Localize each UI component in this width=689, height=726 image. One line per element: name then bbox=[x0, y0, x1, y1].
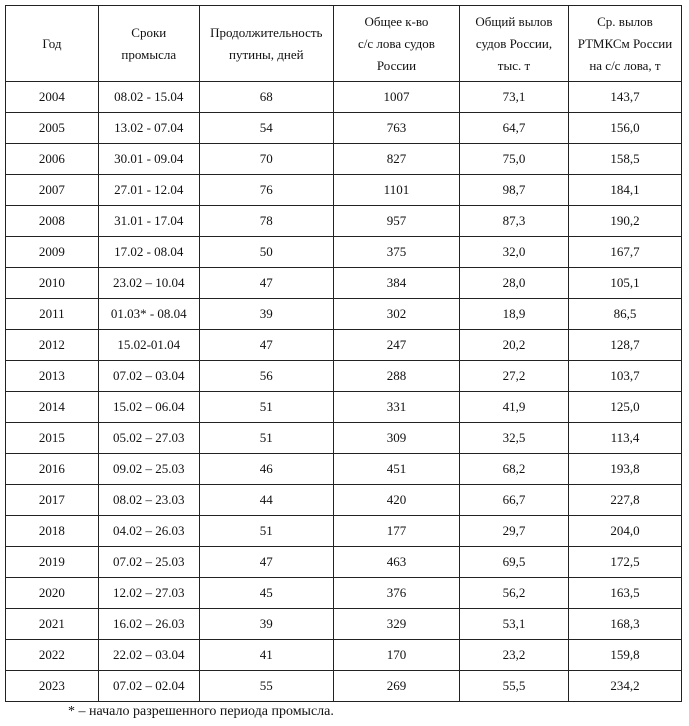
header-total-catch: Общий вылов судов России, тыс. т bbox=[460, 6, 569, 82]
cell-duration: 78 bbox=[199, 206, 333, 237]
cell-vessel-days: 329 bbox=[333, 609, 459, 640]
cell-avg-catch: 86,5 bbox=[568, 299, 681, 330]
cell-vessel-days: 376 bbox=[333, 578, 459, 609]
cell-total-catch: 29,7 bbox=[460, 516, 569, 547]
cell-duration: 55 bbox=[199, 671, 333, 702]
cell-fishing-dates: 23.02 – 10.04 bbox=[98, 268, 199, 299]
cell-year: 2007 bbox=[6, 175, 99, 206]
cell-total-catch: 20,2 bbox=[460, 330, 569, 361]
cell-total-catch: 28,0 bbox=[460, 268, 569, 299]
table-row bbox=[6, 268, 682, 299]
fishing-season-table bbox=[5, 5, 682, 702]
cell-vessel-days: 763 bbox=[333, 113, 459, 144]
cell-total-catch: 68,2 bbox=[460, 454, 569, 485]
header-row bbox=[6, 6, 682, 82]
cell-year: 2009 bbox=[6, 237, 99, 268]
table-row bbox=[6, 454, 682, 485]
cell-avg-catch: 105,1 bbox=[568, 268, 681, 299]
table-row bbox=[6, 671, 682, 702]
cell-vessel-days: 451 bbox=[333, 454, 459, 485]
table-row bbox=[6, 175, 682, 206]
table-row bbox=[6, 423, 682, 454]
cell-vessel-days: 463 bbox=[333, 547, 459, 578]
cell-year: 2015 bbox=[6, 423, 99, 454]
cell-fishing-dates: 09.02 – 25.03 bbox=[98, 454, 199, 485]
cell-total-catch: 73,1 bbox=[460, 82, 569, 113]
cell-vessel-days: 827 bbox=[333, 144, 459, 175]
cell-duration: 47 bbox=[199, 547, 333, 578]
cell-fishing-dates: 05.02 – 27.03 bbox=[98, 423, 199, 454]
cell-vessel-days: 269 bbox=[333, 671, 459, 702]
cell-fishing-dates: 07.02 – 03.04 bbox=[98, 361, 199, 392]
cell-year: 2005 bbox=[6, 113, 99, 144]
cell-fishing-dates: 31.01 - 17.04 bbox=[98, 206, 199, 237]
cell-year: 2014 bbox=[6, 392, 99, 423]
cell-avg-catch: 125,0 bbox=[568, 392, 681, 423]
table-row bbox=[6, 206, 682, 237]
cell-avg-catch: 159,8 bbox=[568, 640, 681, 671]
cell-duration: 51 bbox=[199, 423, 333, 454]
cell-fishing-dates: 15.02 – 06.04 bbox=[98, 392, 199, 423]
cell-fishing-dates: 07.02 – 02.04 bbox=[98, 671, 199, 702]
cell-total-catch: 32,5 bbox=[460, 423, 569, 454]
cell-avg-catch: 113,4 bbox=[568, 423, 681, 454]
cell-fishing-dates: 30.01 - 09.04 bbox=[98, 144, 199, 175]
cell-fishing-dates: 12.02 – 27.03 bbox=[98, 578, 199, 609]
cell-vessel-days: 288 bbox=[333, 361, 459, 392]
cell-avg-catch: 163,5 bbox=[568, 578, 681, 609]
cell-total-catch: 87,3 bbox=[460, 206, 569, 237]
cell-avg-catch: 172,5 bbox=[568, 547, 681, 578]
header-year: Год bbox=[6, 6, 99, 82]
cell-year: 2023 bbox=[6, 671, 99, 702]
cell-avg-catch: 158,5 bbox=[568, 144, 681, 175]
cell-duration: 56 bbox=[199, 361, 333, 392]
cell-fishing-dates: 16.02 – 26.03 bbox=[98, 609, 199, 640]
cell-duration: 46 bbox=[199, 454, 333, 485]
header-duration: Продолжительность путины, дней bbox=[199, 6, 333, 82]
cell-year: 2019 bbox=[6, 547, 99, 578]
cell-vessel-days: 331 bbox=[333, 392, 459, 423]
cell-vessel-days: 420 bbox=[333, 485, 459, 516]
header-fishing-dates: Сроки промысла bbox=[98, 6, 199, 82]
cell-fishing-dates: 13.02 - 07.04 bbox=[98, 113, 199, 144]
cell-duration: 39 bbox=[199, 609, 333, 640]
cell-year: 2011 bbox=[6, 299, 99, 330]
cell-year: 2016 bbox=[6, 454, 99, 485]
cell-vessel-days: 177 bbox=[333, 516, 459, 547]
table-row bbox=[6, 237, 682, 268]
cell-year: 2022 bbox=[6, 640, 99, 671]
table-row bbox=[6, 547, 682, 578]
cell-year: 2013 bbox=[6, 361, 99, 392]
cell-year: 2010 bbox=[6, 268, 99, 299]
table-row bbox=[6, 578, 682, 609]
cell-avg-catch: 204,0 bbox=[568, 516, 681, 547]
header-vessel-days: Общее к-во с/с лова судов России bbox=[333, 6, 459, 82]
cell-vessel-days: 375 bbox=[333, 237, 459, 268]
footnote: * – начало разрешенного периода промысла. bbox=[68, 704, 334, 719]
cell-avg-catch: 103,7 bbox=[568, 361, 681, 392]
cell-fishing-dates: 01.03* - 08.04 bbox=[98, 299, 199, 330]
cell-fishing-dates: 07.02 – 25.03 bbox=[98, 547, 199, 578]
cell-year: 2008 bbox=[6, 206, 99, 237]
cell-vessel-days: 384 bbox=[333, 268, 459, 299]
cell-duration: 76 bbox=[199, 175, 333, 206]
cell-avg-catch: 128,7 bbox=[568, 330, 681, 361]
cell-total-catch: 98,7 bbox=[460, 175, 569, 206]
cell-year: 2018 bbox=[6, 516, 99, 547]
cell-fishing-dates: 22.02 – 03.04 bbox=[98, 640, 199, 671]
cell-year: 2006 bbox=[6, 144, 99, 175]
cell-avg-catch: 227,8 bbox=[568, 485, 681, 516]
cell-total-catch: 66,7 bbox=[460, 485, 569, 516]
cell-total-catch: 23,2 bbox=[460, 640, 569, 671]
cell-fishing-dates: 08.02 – 23.03 bbox=[98, 485, 199, 516]
cell-fishing-dates: 08.02 - 15.04 bbox=[98, 82, 199, 113]
cell-total-catch: 75,0 bbox=[460, 144, 569, 175]
table-row bbox=[6, 361, 682, 392]
cell-duration: 45 bbox=[199, 578, 333, 609]
cell-duration: 68 bbox=[199, 82, 333, 113]
cell-fishing-dates: 27.01 - 12.04 bbox=[98, 175, 199, 206]
cell-year: 2017 bbox=[6, 485, 99, 516]
cell-vessel-days: 247 bbox=[333, 330, 459, 361]
table-row bbox=[6, 392, 682, 423]
cell-vessel-days: 957 bbox=[333, 206, 459, 237]
cell-vessel-days: 1007 bbox=[333, 82, 459, 113]
cell-duration: 70 bbox=[199, 144, 333, 175]
cell-total-catch: 41,9 bbox=[460, 392, 569, 423]
table-row bbox=[6, 144, 682, 175]
cell-vessel-days: 302 bbox=[333, 299, 459, 330]
cell-total-catch: 53,1 bbox=[460, 609, 569, 640]
cell-total-catch: 64,7 bbox=[460, 113, 569, 144]
cell-avg-catch: 193,8 bbox=[568, 454, 681, 485]
cell-duration: 51 bbox=[199, 392, 333, 423]
cell-avg-catch: 184,1 bbox=[568, 175, 681, 206]
table-row bbox=[6, 82, 682, 113]
table-row bbox=[6, 485, 682, 516]
cell-year: 2012 bbox=[6, 330, 99, 361]
cell-year: 2021 bbox=[6, 609, 99, 640]
cell-total-catch: 32,0 bbox=[460, 237, 569, 268]
cell-duration: 47 bbox=[199, 268, 333, 299]
cell-fishing-dates: 17.02 - 08.04 bbox=[98, 237, 199, 268]
cell-duration: 44 bbox=[199, 485, 333, 516]
cell-avg-catch: 143,7 bbox=[568, 82, 681, 113]
cell-avg-catch: 190,2 bbox=[568, 206, 681, 237]
cell-fishing-dates: 04.02 – 26.03 bbox=[98, 516, 199, 547]
cell-vessel-days: 309 bbox=[333, 423, 459, 454]
cell-duration: 41 bbox=[199, 640, 333, 671]
cell-total-catch: 55,5 bbox=[460, 671, 569, 702]
cell-avg-catch: 167,7 bbox=[568, 237, 681, 268]
cell-duration: 50 bbox=[199, 237, 333, 268]
cell-total-catch: 18,9 bbox=[460, 299, 569, 330]
cell-duration: 39 bbox=[199, 299, 333, 330]
table-row bbox=[6, 299, 682, 330]
cell-avg-catch: 234,2 bbox=[568, 671, 681, 702]
cell-avg-catch: 156,0 bbox=[568, 113, 681, 144]
table-row bbox=[6, 330, 682, 361]
cell-duration: 54 bbox=[199, 113, 333, 144]
cell-total-catch: 69,5 bbox=[460, 547, 569, 578]
table-row bbox=[6, 609, 682, 640]
header-avg-catch: Ср. вылов РТМКСм России на с/с лова, т bbox=[568, 6, 681, 82]
cell-vessel-days: 1101 bbox=[333, 175, 459, 206]
table-row bbox=[6, 516, 682, 547]
cell-duration: 51 bbox=[199, 516, 333, 547]
cell-avg-catch: 168,3 bbox=[568, 609, 681, 640]
cell-duration: 47 bbox=[199, 330, 333, 361]
cell-vessel-days: 170 bbox=[333, 640, 459, 671]
cell-fishing-dates: 15.02-01.04 bbox=[98, 330, 199, 361]
cell-total-catch: 27,2 bbox=[460, 361, 569, 392]
cell-year: 2020 bbox=[6, 578, 99, 609]
table-row bbox=[6, 113, 682, 144]
cell-total-catch: 56,2 bbox=[460, 578, 569, 609]
table-row bbox=[6, 640, 682, 671]
cell-year: 2004 bbox=[6, 82, 99, 113]
